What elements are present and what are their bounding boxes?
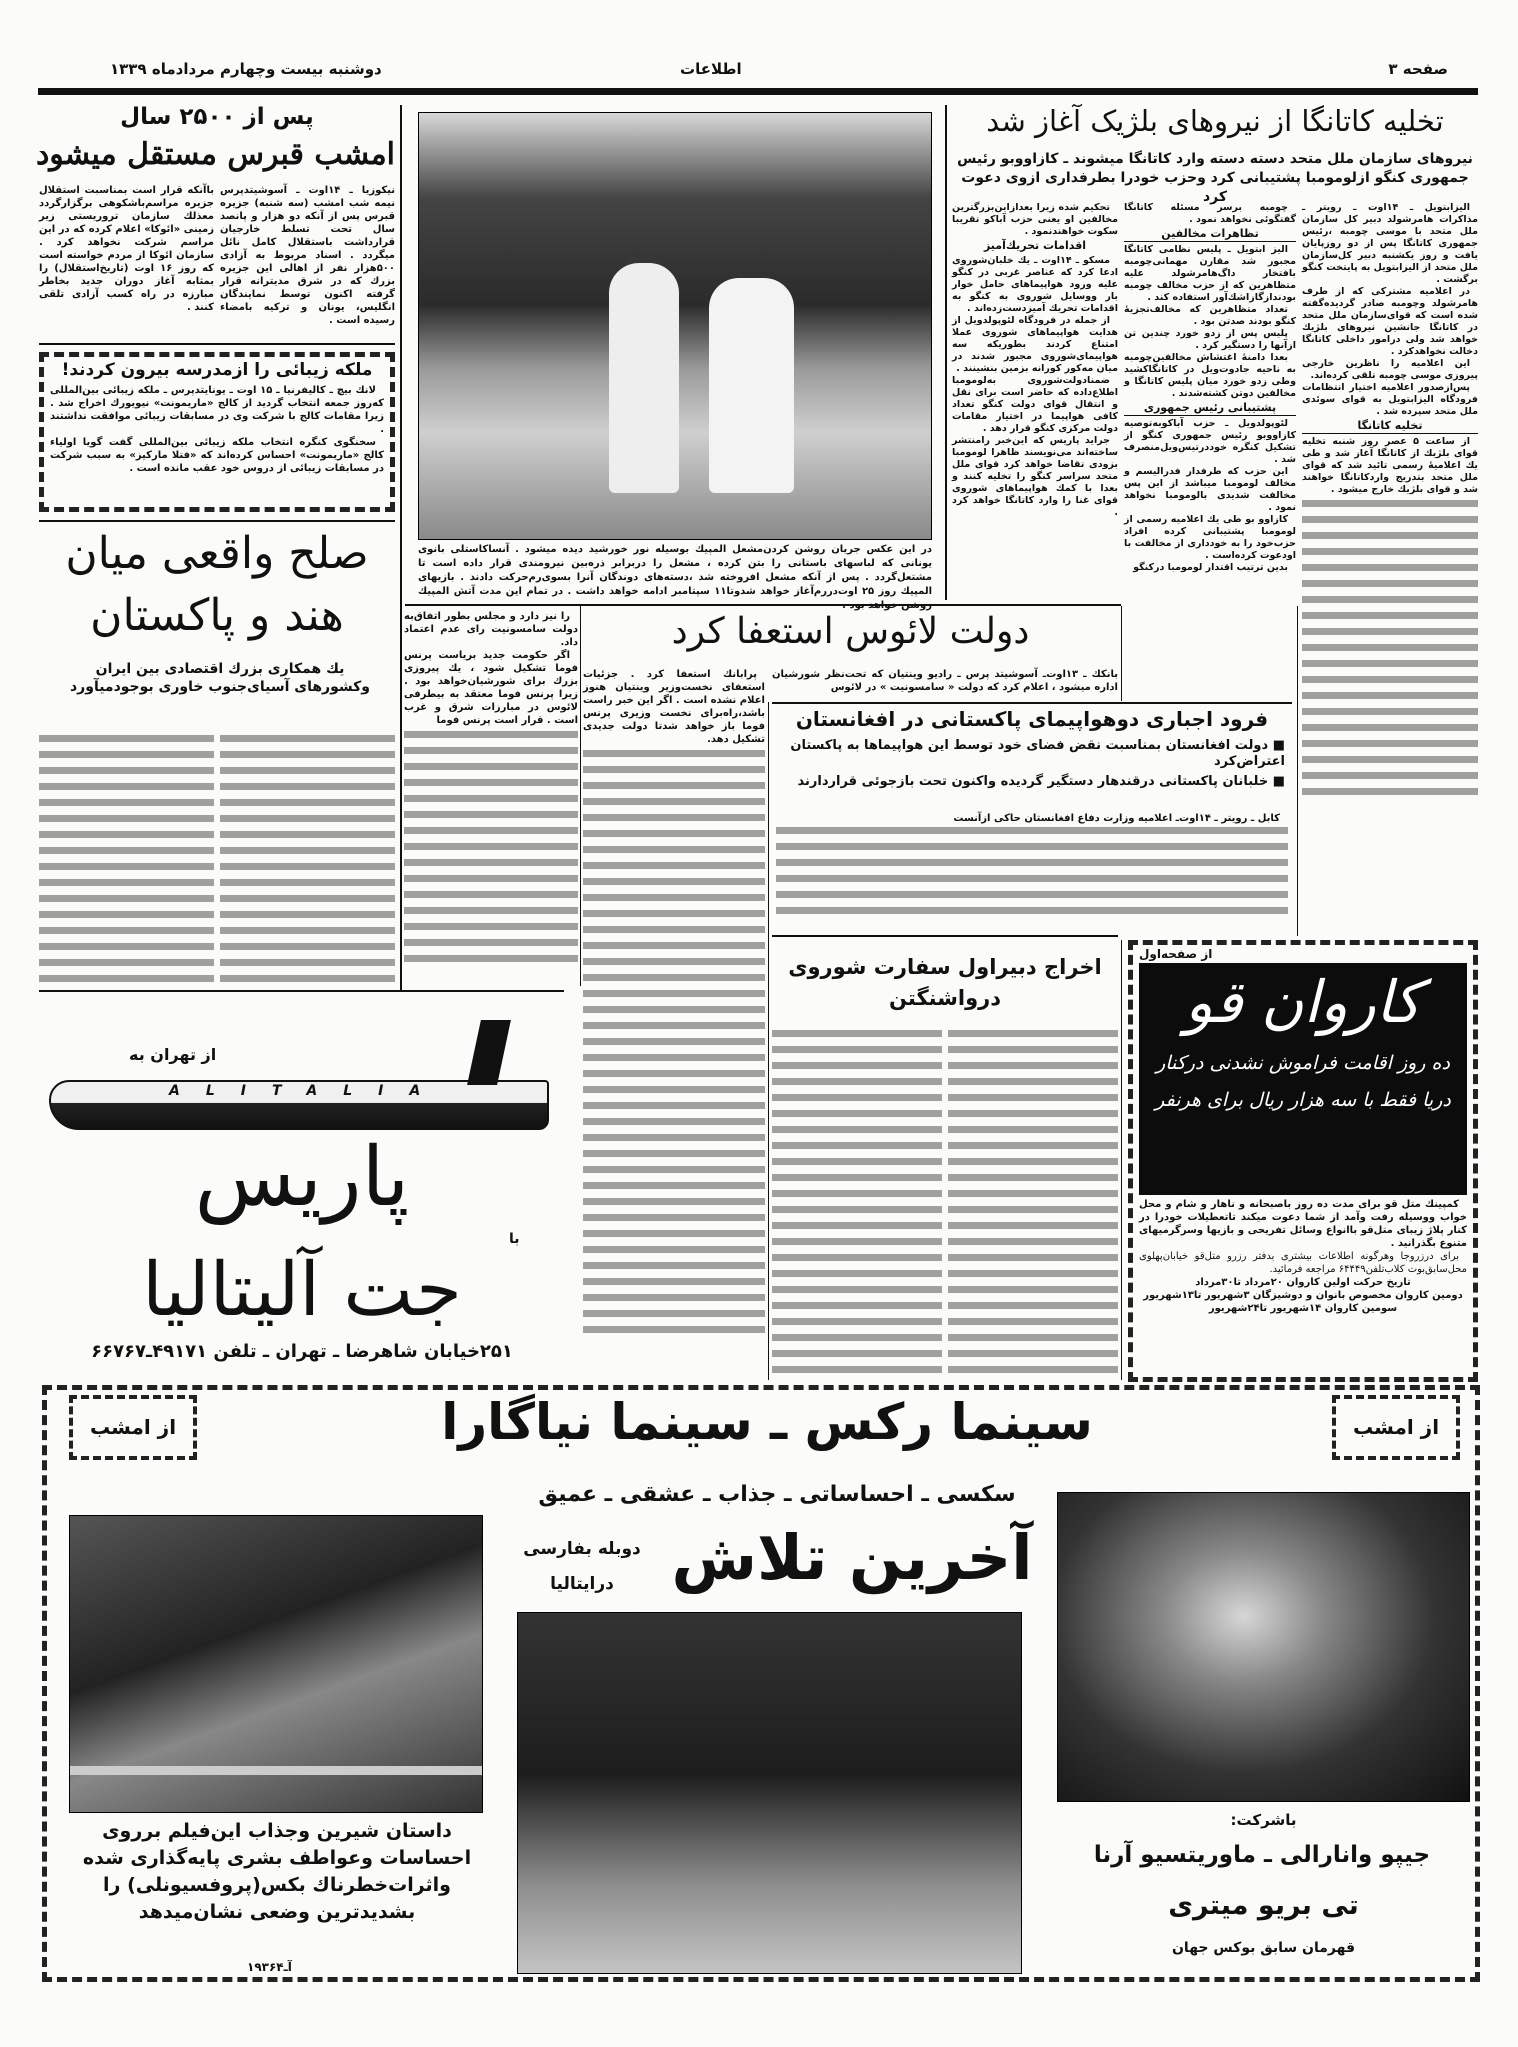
caravan-line-1: ده روز اقامت فراموش نشدنی درکنار [1156, 1051, 1450, 1074]
column-divider [1121, 606, 1122, 701]
paragraph: لانك بیچ ـ کالیفرنیا ـ ۱۵ اوت ـ یونایتدپرس ـ ملکه زیبائی بین‌المللی که‌روز جمعه انتخاب گردید از کالج «ماریمونت» نیویورك اخراج شد . زیرا مقامات کالج با شرکت وی در مسابقات زیبائی موافقت نداشتند . [50, 384, 384, 435]
peace-headline-line2: هند و پاکستان [90, 590, 344, 641]
from-tehran-label: از تهران به [129, 1045, 217, 1064]
paragraph: پرابانك استعفا کرد . جزئیات استعفای نخست‌وزیر وینتیان هنوز اعلام نشده است . اگر این خبر راست باشد،راه‌برای نخست وزیری پرنس فوما باز خواهد شدتا دولت جدیدی تشکیل دهد. [583, 669, 765, 745]
starring-label: باشرکت: [1230, 1811, 1297, 1829]
divider [39, 343, 395, 345]
paragraph: ضمنادولت‌شوروی به‌لومومبا اطلاع‌داده که حاضر است برای نقل و انتقال قوای دولت کنگو تعداد کافی هواپیما در اختیار مقامات دولت مرکزی کنگو قرار دهد . [952, 375, 1118, 434]
katanga-subhead: نیروهای سازمان ملل متحد دسته دسته وارد کاتانگا میشوند ـ کازاووبو رئیس جمهوری کنگو ازلومومبا پشتیبانی کرد وحزب خودرا بطرفداری ازوی دعوت کرد [957, 151, 1473, 205]
alitalia-ad [39, 995, 565, 1375]
soviet-headline-line2: درواشنگتن [888, 986, 1002, 1010]
priestess-figure [709, 278, 794, 493]
caravan-date: دومین کاروان مخصوص بانوان و دوشیزگان ۳شهریور تا۱۳شهریور [1143, 1290, 1463, 1301]
bullet-text: دولت افغانستان بمناسبت نقض فضای خود توسط این هواپیماها به پاکستان اعتراض‌کرد [790, 738, 1285, 769]
illegible-text-lines [404, 731, 578, 971]
column-divider [768, 702, 769, 1380]
paragraph: الیز ابتویل ـ پلیس نظامی کاتانگا مجبور شد مقارن مهمانی‌چومبه بافتخار داگ‌هامرشولد علیه متظاهرین که از حزب مخالف چومبه بودندازگاز‌اشك‌آور استفاده کند . [1124, 244, 1296, 303]
ad-code: آـ۱۹۳۶۴ [247, 1960, 292, 1974]
stars-note: قهرمان سابق بوکس جهان [1171, 1940, 1356, 1956]
peace-headline-line1: صلح واقعی میان [65, 528, 369, 579]
paragraph: در اعلامیه مشترکی که از طرف هامرشولد وچومبه صادر گردیده‌گفته شده است که قوای‌سازمان ملل متحد در کاتانگا جانشین نیروهای بلژیك خواهد شد ولی درامور داخلی کاتانگا دخالت نخواهدکرد . [1302, 286, 1478, 357]
paragraph: بدین ترتیب اقتدار لومومبا درکنگو [1133, 562, 1288, 573]
by-label: با [509, 1231, 520, 1247]
caravan-title: کاروان قو [1184, 968, 1422, 1036]
divider [772, 702, 1292, 704]
stars-line-2: تی بریو میتری [1168, 1890, 1359, 1921]
column-divider [580, 606, 581, 986]
alitalia-jet-wordmark: جت آلیتالیا [142, 1247, 462, 1333]
paragraph: بعدا دامنهٔ اغتشاش مخالفین‌چومبه به ناحیه جادوت‌ویل در کاتانگاکشید وطی زدو خورد میان پلیس کاتانگا و مخالفین دوتن کشته‌شدند . [1124, 352, 1296, 399]
olympic-photo-caption: در این عکس جریان روشن کردن‌مشعل المپیك بوسیله نور خورشید دیده میشود . آنساکاستلی بانوی یونانی که لباسهای باستانی را بتن کرده ، مشعل را دربرابر ذره‌بین نیرومندی قرار داده است تا مشتعل‌گردد . پس از آنکه مشعل افروخته شد ،دسته‌های دوندگان آنرا بسوی‌رم‌حرکت دادند . بازیهای المپیك روز ۲۵ اوت‌دررم‌آغاز خواهد شدوتا۱۱ سپتامبر ادامه خواهد داشت . در تمام این مدت آتش المپیك [418, 544, 932, 597]
beauty-queen-box [39, 352, 395, 512]
paragraph: لئوپولدویل ـ حزب آباکوبه‌توصیه کازاووبو رئیس جمهوری کنگو از تشکیل کنگره خوددرتیس‌ویل‌منصرف شد . [1124, 418, 1296, 465]
caravan-date: تاریخ حرکت اولین کاروان ۲۰مرداد تا۳۰مرداد [1195, 1277, 1411, 1288]
peace-subhead: یك همکاری بزرك اقتصادی بین ایران وکشورهای آسیای‌جنوب خاوری بوجودمیآورد [70, 661, 370, 695]
column-divider [400, 105, 402, 990]
soviet-body-left-text [772, 1030, 942, 1375]
paragraph: جراید پاریس که این‌خبر رامنتشر ساخته‌اند می‌نویسند ظاهرا لومومبا بزودی تقاضا خواهد کرد قوای ملل متحد سراسر کنگو را تخلیه کنند و بعدا با کمك هواپیماهای شوروی قوای غنا را وارد کاتانگا خواهد کرد . [952, 435, 1118, 518]
caravan-black-panel [1139, 963, 1467, 1195]
column-divider [1297, 606, 1298, 936]
column-divider [945, 105, 947, 600]
paragraph: مسکو ـ ۱۴اوت ـ یك خلبان‌شوروی ادعا کرد که عناصر غربی در کنگو علیه ورود هواپیماهای حامل خوار بار ووسایل شوروی به کنگو به اقدامات تحریك آمیزدست‌زده‌اند . [952, 255, 1118, 314]
peace-body-right-text [220, 735, 395, 982]
paragraph: این اعلامیه را ناظرین خارجی پیروزی موسی چومبه تلقی کرده‌اند. [1302, 358, 1478, 381]
katanga-col-mid [1124, 202, 1296, 698]
laos-headline: دولت لائوس استعفا کرد [671, 611, 1030, 652]
dubbed-label: دوبله بفارسی [523, 1539, 641, 1559]
katanga-headline: تخلیه کاتانگا از نیروهای بلژیک آغاز شد [986, 104, 1444, 138]
tonight-badge-right [1332, 1395, 1460, 1460]
peace-body-left-text [39, 735, 214, 982]
laos-col-a [404, 610, 578, 985]
paragraph: کمپینك متل قو برای مدت ده روز باصبحانه و ناهار و شام و محل خواب ووسیله رفت وآمد از شما دعوت میکند تاتعطیلات خودرا در کنار پلاژ زیبای متل‌قو باانواع وسائل تفریحی و بازیها وسرگرمیهای متنوع بگذرانید . [1139, 1199, 1467, 1249]
beauty-queen-headline: ملکه زیبائی را ازمدرسه بیرون کردند! [61, 360, 373, 380]
issue-date: دوشنبه بیست وچهارم مردادماه ۱۳۳۹ [110, 60, 382, 78]
caravan-body [1139, 1198, 1467, 1315]
cyprus-headline: امشب قبرس مستقل میشود [35, 137, 395, 172]
cinema-ad [42, 1385, 1480, 1982]
paragraph: از ساعت ۵ عصر روز شنبه تخلیه قوای بلژیك از کاتانگا آغاز شد و طی یك اعلامیهٔ رسمی تائید شد که قوای ملل متحد بتدریج واردکاتانگا خواهند شد و قوای بلژیك خارج میشود . [1302, 436, 1478, 495]
cyprus-body-left: باآنکه قرار است بمناسبت استقلال جزیره مراسم‌باشکوهی برگزارگردد معذلك سازمان تروریستی زیر زمینی «ائوکا» اعلام کرده که در این مراسم شرکت نخواهد کرد . سازمان ائوکا از مردم خواسته است که روز ۱۶ اوت (تاریخ‌استقلال) را بمثابه آغاز دوران جدید بخاطر مبارزه در راه کسب آزادی تلقی کنند . [39, 185, 214, 313]
illegible-text-lines [776, 827, 1288, 923]
boxing-ring-photo [69, 1515, 483, 1813]
bar-scene-photo [517, 1612, 1022, 1974]
soviet-headline-line1: اخراج دبیراول سفارت شوروی [788, 955, 1102, 979]
priestess-figure [609, 263, 679, 493]
tonight-label: از امشب [89, 1415, 177, 1439]
afghan-headline: فرود اجباری دوهواپیمای پاکستانی در افغانستان [795, 707, 1269, 731]
illegible-text-lines [1302, 500, 1478, 800]
paragraph: کازاوو بو طی یك اعلامیه رسمی از لومومبا پشتیبانی کرده افراد حزب‌خود را به خودداری از مخالفت با اودعوت کرده‌است . [1124, 514, 1296, 561]
tonight-badge-left [69, 1395, 197, 1460]
divider [405, 604, 1121, 606]
masthead-rule [38, 88, 1478, 95]
paragraph: سخنگوی کنگره انتخاب ملکه زیبائی بین‌المللی گفت گویا اولیاء کالج «ماریمونت» احساس کرده‌اند که «فتلا مارکیز» به سبب شرکت در مسابقات زیبائی از دروس خود عقب مانده است . [50, 436, 384, 474]
cinema-names: سینما رکس ـ سینما نیاگارا [441, 1393, 1093, 1451]
subheading: تخلیه کاتانگا [1302, 420, 1478, 434]
paragraph: چومبه برسر مسئله کاتانگا گفتگوئی نخواهد نمود . [1124, 202, 1296, 225]
paragraph: اگر حکومت جدید بریاست پرنس فوما تشکیل شود ، یك پیروزی بزرك برای شورشیان‌خواهد بود . زیرا پرنس فوما معتقد به بیطرفی لائوس در مبارزات شرق و غرب است . قرار است پرنس فوما [404, 650, 578, 726]
airline-livery-text: ALITALIA [169, 1083, 447, 1099]
stars-line-1: جیپو وانارالی ـ ماوریتسیو آرنا [1093, 1842, 1431, 1868]
alitalia-address: ۲۵۱خیابان شاهرضا ـ تهران ـ تلفن ۴۹۱۷۱ـ۶۶۷۶۷ [91, 1341, 513, 1362]
caravan-date: سومین کاروان ۱۴شهریور تا۲۴شهریور [1208, 1303, 1398, 1314]
subheading: اقدامات تحریك‌آمیز [983, 239, 1087, 252]
divider [39, 990, 564, 992]
cyprus-body-right: نیکوزیا ـ ۱۴اوت ـ آسوشیتدپرس نیمه شب امشب (سه شنبه) جزیره قبرس پس از آنکه دو هزار و پانصد سال تحت تسلط خارجیان قرارداشت باستقلال کامل نائل میگردد . اسناد مربوط به آزادی ۵۰۰هزار نفر از اهالی این جزیره بزرك که در شرق مدیترانه قرار گرفته اکنون توسط نمایندگان انگلیس، یونان و ترکیه بامضاء رسیده است . [220, 185, 395, 326]
paragraph: تعداد متظاهرین که مخالف‌تجزیهٔ کنگو بودند صدتن بود . [1124, 304, 1296, 327]
column-divider [1121, 940, 1122, 1380]
airplane-tail [467, 1020, 511, 1085]
divider [772, 935, 1118, 937]
crowd-woman-photo [1057, 1492, 1470, 1802]
paragraph: پلیس پس از زدو خورد چندین تن ازآنها را دستگیر کرد . [1124, 328, 1296, 351]
caravan-line-2: دریا فقط با سه هزار ریال برای هرنفر [1155, 1088, 1451, 1111]
paragraph: از جمله در فرودگاه لئوپولدویل از هدایت هواپیماهای شوروی عملا امتناع کردند بطوریکه سه هواپیمای‌شوروی مجبور شدند در میان مه‌کور کورانه بزمین بنشینند . [952, 315, 1118, 374]
katanga-col-right [1302, 202, 1478, 937]
caravan-ad [1128, 940, 1478, 1382]
paragraph: برای درزروجا وهرگونه اطلاعات بیشتری بدفتر رزرو متل‌قو خیابان‌پهلوی محل‌سابق‌بوت کلاب‌تلفن۶۴۴۴۹ مراجعه فرمائید. [1139, 1251, 1467, 1275]
from-front-page-label: از صفحه‌اول [1139, 947, 1213, 961]
paragraph: پس‌ازصدور اعلامیه اختیار انتظامات فرودگاه الیزابتویل به قوای سوئدی ملل متحد سپرده شد . [1302, 382, 1478, 417]
divider [39, 520, 395, 522]
newspaper-name: اطلاعات [680, 60, 742, 78]
ring-rope [70, 1766, 482, 1775]
paragraph: الیزابتویل ـ ۱۴اوت ـ رویتر ـ مذاکرات هامرشولد دبیر کل سازمان ملل متحد با موسی چومبه ،رئیس جمهوری کاتانگا پس از دو روزپایان یافت و روز یکشنبه دبیر کل‌سازمان ملل متحد از الیزابتویل به پایتخت کنگو برگشت . [1302, 202, 1478, 285]
film-description: داستان شیرین وجذاب این‌فیلم برروی احساسات وعواطف بشری پایه‌گذاری شده واثرات‌خطرناك بکس(پروفسیونلی) را بشدیدترین وضعی نشان‌میدهد [82, 1820, 472, 1923]
afghan-body [776, 812, 1288, 928]
destination-paris: پاریس [194, 1130, 410, 1225]
film-tagline: سکسی ـ احساساتی ـ جذاب ـ عشقی ـ عمیق [538, 1482, 1016, 1507]
subheading: تظاهرات مخالفین [1124, 228, 1296, 242]
bullet-text: خلبانان پاکستانی درقندهار دستگیر گردیده واکنون تحت بازجوئی قراردارند [797, 774, 1269, 789]
laos-lead: بانکك ـ ۱۳اوت‌ـ آسوشیتد پرس ـ رادیو وینتیان که تحت‌نظر شورشیان اداره میشود ، اعلام کرد که دولت « سامسونیت » در لائوس [772, 669, 1118, 693]
paragraph: تحکیم شده زیرا بعدازاین‌بزرگترین مخالفین او یعنی حزب آباکو تقریبا سکوت خواهندنمود . [952, 202, 1118, 237]
film-title: آخرین تلاش [671, 1521, 1033, 1594]
beauty-queen-body [50, 384, 384, 475]
olympic-torch-photo [418, 112, 932, 540]
illegible-text-lines [583, 750, 765, 1340]
afghan-bullet-2: ■ خلبانان پاکستانی درقندهار دستگیر گردیده واکنون تحت بازجوئی قراردارند [797, 774, 1285, 789]
laos-col-b [583, 668, 765, 1380]
paragraph: این حزب که طرفدار فدرالیسم و مخالف لومومبا میباشد از این پس مخالفت شدیدی بالومومبا نخواهد نمود . [1124, 466, 1296, 513]
soviet-body-right-text [948, 1030, 1118, 1375]
subheading: پشتیبانی رئیس جمهوری [1124, 402, 1296, 416]
cyprus-kicker: پس از ۲۵۰۰ سال [120, 104, 314, 130]
tonight-label: از امشب [1352, 1415, 1440, 1439]
paragraph: کابل ـ رویتر ـ ۱۴اوت‌ـ اعلامیه وزارت دفاع افغانستان حاکی ازآنست [953, 813, 1280, 824]
katanga-col-left [952, 202, 1118, 600]
afghan-bullet-1: ■ دولت افغانستان بمناسبت نقض فضای خود توسط این هواپیماها به پاکستان اعتراض‌کرد [790, 738, 1285, 769]
page-number: صفحه ۳ [1388, 60, 1448, 78]
paragraph: را نیز دارد و مجلس بطور اتفاق‌به دولت سامسونیت رای عدم اعتماد داد. [404, 611, 578, 648]
origin-label: درایتالیا [550, 1574, 614, 1594]
